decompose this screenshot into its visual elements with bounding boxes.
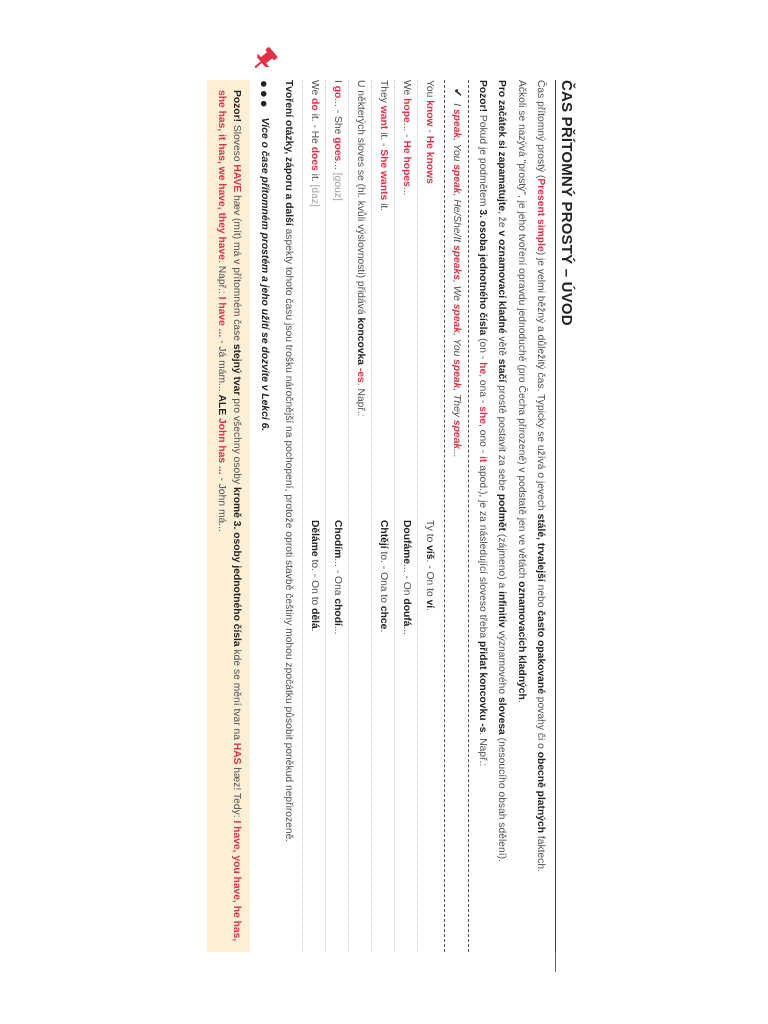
pronunciation: [gouz] — [331, 172, 343, 201]
example-table-2 — [302, 80, 348, 952]
english-example: You know - He knows — [423, 80, 435, 184]
example-row — [371, 80, 394, 952]
english-example: We hope... - He hopes... — [400, 80, 412, 196]
checkmark-icon: ✔ — [451, 88, 464, 98]
example-row — [417, 80, 440, 952]
czech-translation: Děláme to. - On to dělá. — [308, 520, 320, 632]
questions-paragraph: Tvoření otázky, záporu a další aspekty tohoto času jsou trošku náročnější na pochopení, protože oproti stavbě češtiny mohou zpočátku působit poněkud nepřirozeně. — [283, 80, 294, 843]
czech-translation: Ty to víš. - On to ví. — [423, 520, 435, 612]
lesson-link[interactable] — [258, 80, 272, 952]
intro-paragraph-2: Ačkoli se nazývá "prostý", je jeho tvoření opravdu jednoduché (pro Čecha přirozené) v podstatě jen ve větách oznamovacích kladných. — [516, 80, 527, 703]
example-row — [325, 80, 348, 952]
english-example: We do it. - He does it. [daz] — [308, 80, 320, 207]
have-note-box — [207, 80, 250, 952]
czech-translation: Chtějí to. - Ona to chce. — [377, 520, 389, 633]
english-example: I go... - She goes... [gouz] — [331, 80, 343, 201]
example-row — [302, 80, 325, 952]
czech-translation: Doufáme... - On doufá... — [400, 520, 412, 636]
intro-paragraph: Čas přítomný prostý (Present simple) je velmi běžný a důležitý čas. Typicky se užívá o jevech stálé, trvalejší nebo často opakované povahy či o obecně platných faktech. — [535, 80, 547, 872]
example-table-1 — [371, 80, 440, 952]
page-title: ČAS PŘÍTOMNÝ PROSTÝ – ÚVOD — [558, 80, 575, 326]
rule-paragraph: Pro začátek si zapamatujte, že v oznamovací kladné větě stačí prostě postavit za sebe podmět (zájmeno) a infinitiv významového slovesa (nesoucího obsah sdělení). — [496, 80, 508, 862]
title-rule — [556, 80, 557, 952]
have-note: Pozor! Sloveso HAVE hæv (mít) má v přítomném čase stejný tvar pro všechny osoby kromě 3. osoby jednotného čísla kde se mění tvar na HAS hæz! Tedy: I have, you have, he has, she has, it has, we have, they have. Např.: I have ... - Já mám... ALE John has ... - John má... — [207, 80, 250, 952]
lesson-content — [207, 80, 573, 952]
lesson-link-text[interactable]: Více o čase přítomném prostém a jeho užití se dozvíte v Lekci 6. — [259, 117, 271, 432]
more-dots-icon: ●●● — [257, 80, 273, 110]
pushpin-icon — [250, 44, 280, 74]
warning-paragraph: Pozor! Pokud je podmětem 3. osoba jednotného čísla (on - he, ona - she, ono - it apod.), je za následující sloveso třeba přidat koncovku -s. Např.: — [477, 80, 488, 767]
conjugation-example: ✔I speak, You speak, He/She/It speaks, We speak, You speak, They speak... — [444, 80, 470, 952]
pronunciation: [daz] — [308, 184, 320, 207]
czech-translation: Chodím... - Ona chodí... — [331, 520, 343, 635]
example-row — [394, 80, 417, 952]
es-ending-note: U některých sloves se (hl. kvůli výslovnosti) přidává koncovka -es. Např.: — [348, 80, 371, 952]
english-example: They want it. - She wants it. — [377, 80, 389, 212]
